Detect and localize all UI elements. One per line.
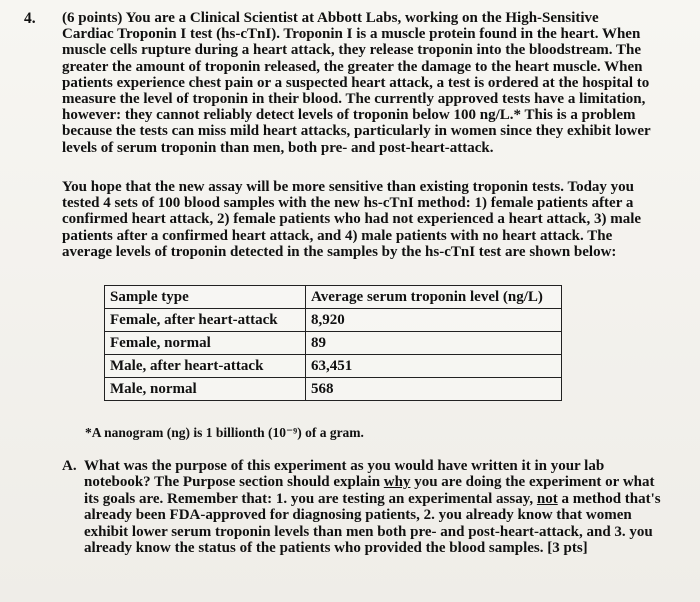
sample-type-cell: Male, normal	[105, 378, 306, 401]
part-a-text: What was the	[84, 458, 176, 474]
footnote-nanogram: *A nanogram (ng) is 1 billionth (10⁻⁹) of a gram.	[85, 425, 364, 440]
table-header-row	[105, 286, 562, 309]
table-row	[105, 355, 562, 378]
part-a-question	[84, 458, 664, 556]
part-a-text: of this experiment as you would have written it in your lab notebook? The Purpose section should explain	[84, 458, 605, 491]
method-paragraph: You hope that the new assay will be more sensitive than existing troponin tests. Today you tested 4 sets of 100 blood samples with the new hs-cTnI method: 1) female patients after a confirmed heart attack, 2) female patients who had not experienced a heart attack, 3) male patients after a confirmed heart attack, and 4) male patients with no heart attack. The average levels of troponin detected in the samples by the hs-cTnI test are shown below:	[62, 179, 642, 260]
header-average-troponin: Average serum troponin level (ng/L)	[306, 286, 562, 309]
table-row	[105, 332, 562, 355]
header-sample-type: Sample type	[105, 286, 306, 309]
intro-paragraph: (6 points) You are a Clinical Scientist at Abbott Labs, working on the High-Sensitive Cardiac Troponin I test (hs-cTnI). Troponin I is a muscle protein found in the heart. When muscle cells rupture during a heart attack, they release troponin into the bloodstream. The greater the amount of troponin released, the greater the damage to the heart muscle. When patients experience chest pain or a suspected heart attack, a test is ordered at the hospital to measure the level of troponin in their blood. The currently approved tests have a limitation, however: they cannot reliably detect levels of troponin below 100 ng/L.* This is a problem because the tests can miss mild heart attacks, particularly in women since they exhibit lower levels of serum troponin than men, both pre- and post-heart-attack.	[62, 10, 651, 156]
part-a-emphasis-why: why	[383, 474, 411, 491]
troponin-value-cell: 63,451	[306, 355, 562, 378]
part-a-text: you are doing the experiment or what its goals are. Remember that: 1. you are testing an experimental assay,	[84, 474, 655, 507]
table-row	[105, 378, 562, 401]
sample-type-cell: Male, after heart-attack	[105, 355, 306, 378]
table-row	[105, 309, 562, 332]
troponin-value-cell: 89	[306, 332, 562, 355]
question-number: 4.	[24, 10, 36, 27]
part-a-emphasis-not: not	[536, 490, 558, 507]
troponin-value-cell: 8,920	[306, 309, 562, 332]
part-a-emphasis-purpose: purpose	[175, 458, 227, 474]
sample-type-cell: Female, normal	[105, 332, 306, 355]
part-a-label: A.	[62, 458, 77, 474]
sample-type-cell: Female, after heart-attack	[105, 309, 306, 332]
part-a-text: a method that's already been FDA-approved for diagnosing patients, 2. you already know that women exhibit lower serum troponin levels than men both pre- and post-heart-attack, and 3. you already know the status of the patients who provided the blood samples. [3 pts]	[84, 490, 661, 557]
troponin-value-cell: 568	[306, 378, 562, 401]
troponin-results-table	[104, 285, 562, 401]
